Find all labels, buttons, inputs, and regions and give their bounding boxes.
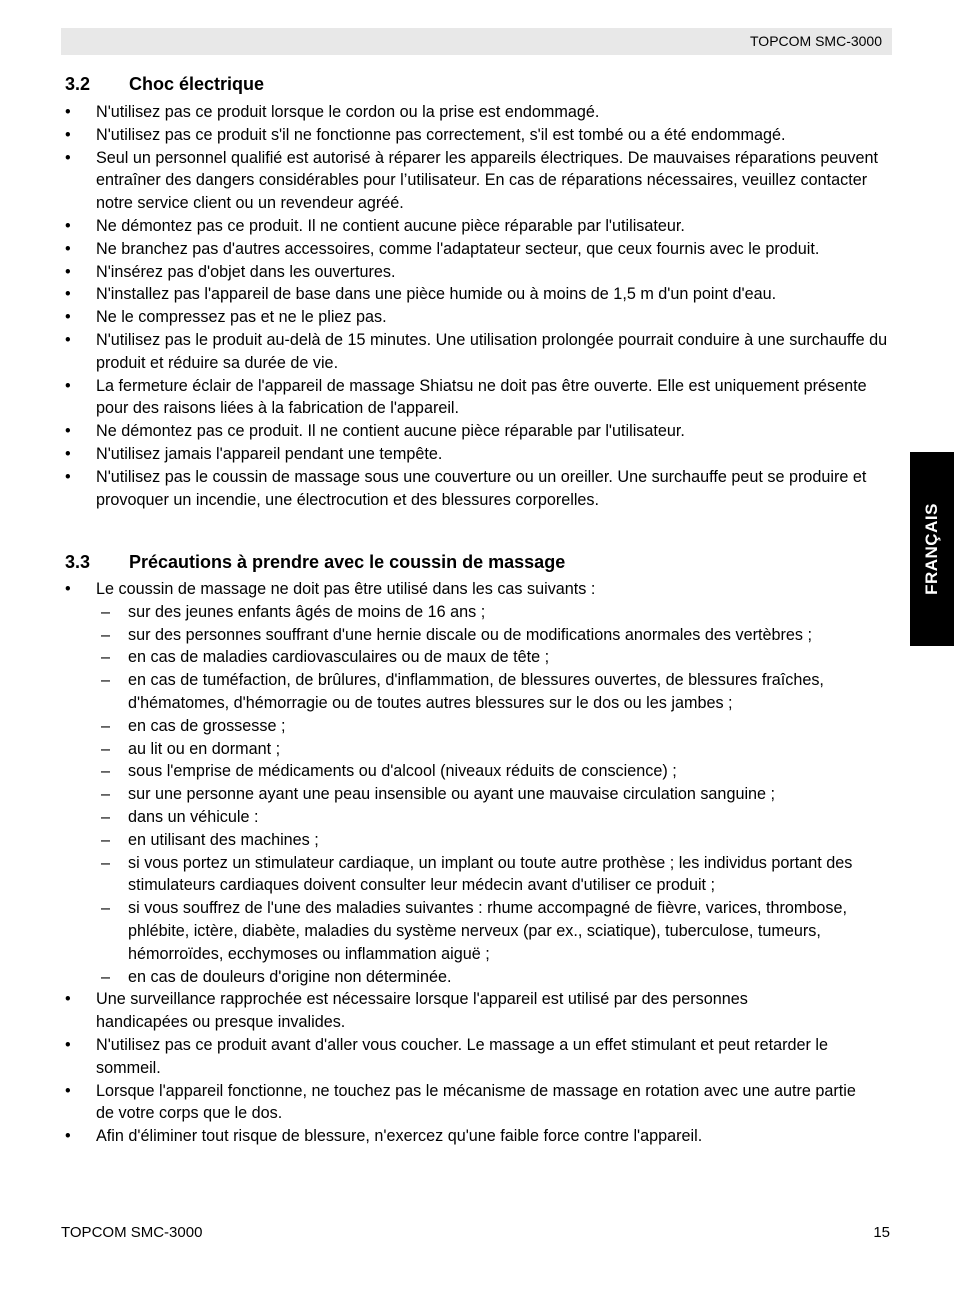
- list-item: • N'utilisez pas le coussin de massage sous une couverture ou un oreiller. Une surchauffe peut se produire et provoquer un incendie, une électrocution et des blessures corporelles.: [0, 466, 900, 512]
- footer-page-number: 15: [873, 1224, 890, 1241]
- electric-shock-list: [0, 101, 900, 511]
- section-heading-3-3: [65, 552, 565, 573]
- sublist-item: – en cas de grossesse ;: [96, 715, 900, 738]
- sublist-item: – en cas de tuméfaction, de brûlures, d'inflammation, de blessures ouvertes, de blessures fraîches, d'hématomes, d'hémorragie ou de toutes autres blessures sur le dos ou les jambes ;: [96, 669, 900, 715]
- list-item: • N'utilisez pas ce produit lorsque le cordon ou la prise est endommagé.: [0, 101, 900, 124]
- header-title: TOPCOM SMC-3000: [750, 33, 882, 49]
- sublist-item: – en cas de maladies cardiovasculaires ou de maux de tête ;: [96, 646, 900, 669]
- sublist-item: – si vous souffrez de l'une des maladies suivantes : rhume accompagné de fièvre, varices, thrombose, phlébite, ictère, diabète, maladies du système nerveux (par ex., sciatique), tuberculose, tumeurs, hémorroïdes, ecchymoses ou inflammation aiguë ;: [96, 897, 900, 965]
- section-title: Choc électrique: [129, 74, 265, 94]
- sublist-item: – en utilisant des machines ;: [96, 829, 900, 852]
- section-heading-3-2: [65, 74, 264, 95]
- list-item-intro: Le coussin de massage ne doit pas être utilisé dans les cas suivants :: [96, 580, 596, 598]
- list-item: • Lorsque l'appareil fonctionne, ne touchez pas le mécanisme de massage en rotation avec une autre partie de votre corps que le dos.: [0, 1080, 900, 1126]
- sublist-item: – si vous portez un stimulateur cardiaque, un implant ou toute autre prothèse ; les individus portant des stimulateurs cardiaques doivent consulter leur médecin avant d'utiliser ce produit ;: [96, 852, 900, 898]
- list-item: • N'utilisez pas ce produit s'il ne fonctionne pas correctement, s'il est tombé ou a été endommagé.: [0, 124, 900, 147]
- list-item: • Afin d'éliminer tout risque de blessure, n'exercez qu'une faible force contre l'appareil.: [0, 1125, 900, 1148]
- footer-product-name: TOPCOM SMC-3000: [61, 1224, 203, 1241]
- section-title: Précautions à prendre avec le coussin de massage: [129, 552, 566, 572]
- header-bar: [61, 28, 892, 55]
- section-number: 3.3: [65, 552, 91, 572]
- list-item: • N'utilisez jamais l'appareil pendant une tempête.: [0, 443, 900, 466]
- sublist-item: – dans un véhicule :: [96, 806, 900, 829]
- sublist-item: – sous l'emprise de médicaments ou d'alcool (niveaux réduits de conscience) ;: [96, 760, 900, 783]
- language-tab-label: FRANÇAIS: [922, 503, 941, 595]
- list-item: • Ne branchez pas d'autres accessoires, comme l'adaptateur secteur, que ceux fournis avec le produit.: [0, 238, 900, 261]
- list-item: • N'utilisez pas le produit au-delà de 15 minutes. Une utilisation prolongée pourrait conduire à une surchauffe du produit et réduire sa durée de vie.: [0, 329, 900, 375]
- list-item: [0, 578, 900, 988]
- list-item: • N'utilisez pas ce produit avant d'aller vous coucher. Le massage a un effet stimulant et peut retarder le sommeil.: [0, 1034, 900, 1080]
- sublist-item: – sur des personnes souffrant d'une hernie discale ou de modifications anormales des vertèbres ;: [96, 624, 900, 647]
- contraindication-sublist: [96, 601, 900, 989]
- list-item: • N'insérez pas d'objet dans les ouvertures.: [0, 261, 900, 284]
- sublist-item: – sur une personne ayant une peau insensible ou ayant une mauvaise circulation sanguine ;: [96, 783, 900, 806]
- list-item: • Seul un personnel qualifié est autorisé à réparer les appareils électriques. De mauvaises réparations peuvent entraîner des dangers considérables pour l’utilisateur. En cas de réparations nécessaires, veuillez contacter notre service client ou un revendeur agréé.: [0, 147, 900, 215]
- language-tab: [910, 452, 954, 646]
- precautions-list: [0, 578, 900, 1148]
- section-number: 3.2: [65, 74, 91, 94]
- list-item: • La fermeture éclair de l'appareil de massage Shiatsu ne doit pas être ouverte. Elle est uniquement présente pour des raisons liées à la fabrication de l'appareil.: [0, 375, 900, 421]
- list-item: • Une surveillance rapprochée est nécessaire lorsque l'appareil est utilisé par des personnes handicapées ou presque invalides.: [0, 988, 900, 1034]
- list-item: • Ne démontez pas ce produit. Il ne contient aucune pièce réparable par l'utilisateur.: [0, 420, 900, 443]
- sublist-item: – au lit ou en dormant ;: [96, 738, 900, 761]
- sublist-item: – en cas de douleurs d'origine non déterminée.: [96, 966, 900, 989]
- list-item: • Ne le compressez pas et ne le pliez pas.: [0, 306, 900, 329]
- list-item: • Ne démontez pas ce produit. Il ne contient aucune pièce réparable par l'utilisateur.: [0, 215, 900, 238]
- sublist-item: – sur des jeunes enfants âgés de moins de 16 ans ;: [96, 601, 900, 624]
- list-item: • N'installez pas l'appareil de base dans une pièce humide ou à moins de 1,5 m d'un point d'eau.: [0, 283, 900, 306]
